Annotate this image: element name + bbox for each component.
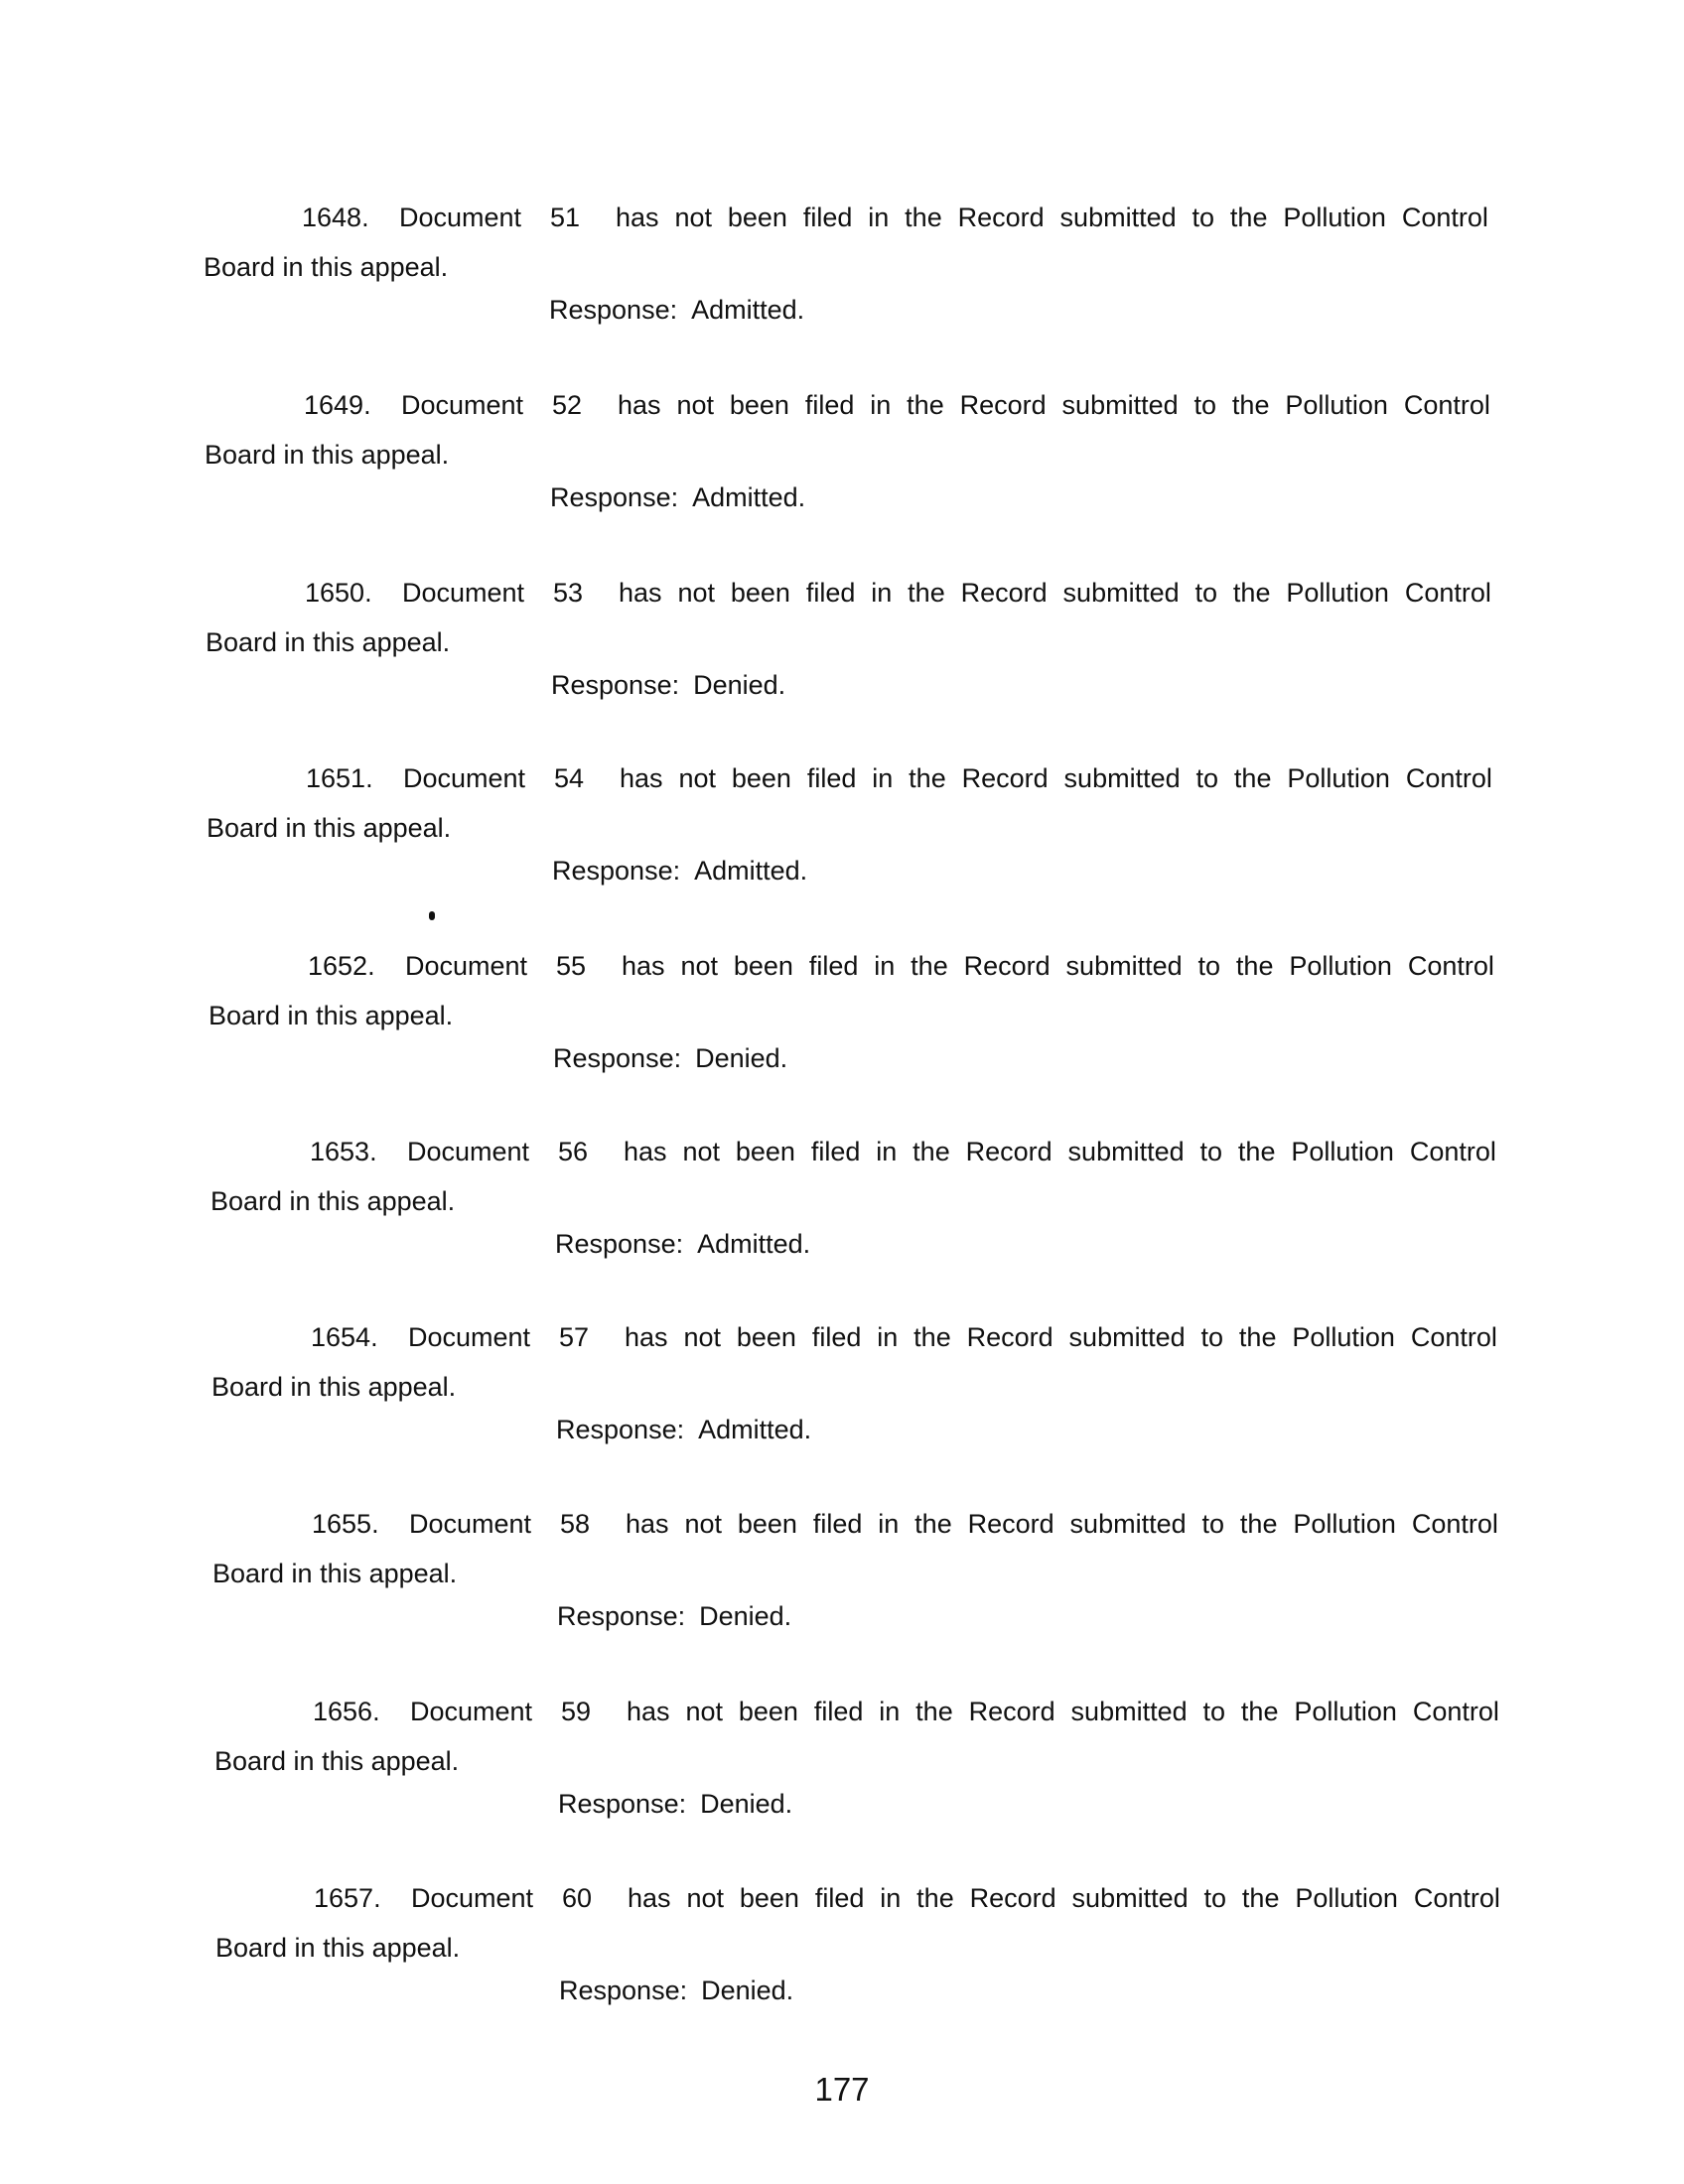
response-label: Response: (558, 1789, 687, 1819)
word: not (683, 1322, 721, 1352)
word: Pollution (1283, 203, 1386, 232)
word: submitted (1067, 1137, 1185, 1166)
response-value: Denied. (699, 1601, 792, 1631)
word: has (626, 1509, 669, 1539)
paragraph-1650 (0, 578, 1684, 737)
word: not (682, 1137, 720, 1166)
paragraph-1649 (0, 390, 1684, 549)
statement-text (616, 203, 1488, 233)
word: submitted (1068, 1322, 1186, 1352)
word: been (733, 951, 793, 981)
word: to (1193, 390, 1217, 420)
paragraph-number: 1656. (313, 1697, 380, 1726)
paragraph-1653 (0, 1137, 1684, 1296)
word: Control (1404, 578, 1491, 608)
paragraph-number: 1650. (305, 578, 372, 608)
document-number: 52 (552, 390, 583, 420)
response-line (552, 856, 807, 887)
response-value: Admitted. (698, 1415, 812, 1444)
response-label: Response: (555, 1229, 684, 1259)
response-line (555, 1229, 810, 1260)
word: the (1235, 951, 1274, 981)
word: the (1237, 1137, 1276, 1166)
word: to (1194, 578, 1218, 608)
response-line (551, 670, 785, 701)
word: not (677, 578, 715, 608)
document-word: Document (407, 1137, 530, 1166)
statement-text (625, 1322, 1497, 1353)
word: the (913, 1322, 951, 1352)
response-label: Response: (550, 482, 679, 512)
word: in (872, 763, 894, 793)
word: Control (1411, 1509, 1498, 1539)
word: Record (967, 1509, 1054, 1539)
word: the (907, 390, 944, 420)
paragraph-number: 1649. (304, 390, 371, 420)
word: submitted (1070, 1697, 1188, 1726)
word: not (684, 1509, 722, 1539)
word: submitted (1059, 203, 1177, 232)
word: the (908, 578, 945, 608)
response-line (556, 1415, 811, 1445)
word: to (1202, 1697, 1226, 1726)
page-number: 177 (814, 2071, 870, 2108)
word: filed (804, 390, 855, 420)
paragraph-1655 (0, 1509, 1684, 1668)
word: Pollution (1286, 578, 1389, 608)
response-label: Response: (557, 1601, 686, 1631)
paragraph-1656 (0, 1697, 1684, 1855)
word: submitted (1062, 578, 1180, 608)
word: to (1200, 1322, 1224, 1352)
paragraph-1657 (0, 1883, 1684, 2042)
word: Record (960, 578, 1048, 608)
word: in (874, 951, 896, 981)
word: the (911, 951, 948, 981)
document-word: Document (409, 1509, 532, 1539)
word: the (1233, 763, 1272, 793)
word: in (870, 390, 892, 420)
word: filed (802, 203, 853, 232)
word: to (1192, 203, 1215, 232)
word: Record (969, 1883, 1056, 1913)
word: the (915, 1697, 953, 1726)
statement-text (619, 578, 1491, 609)
word: not (678, 763, 716, 793)
document-word: Document (405, 951, 528, 981)
word: Record (961, 763, 1049, 793)
word: been (737, 1509, 797, 1539)
paragraph-1652 (0, 951, 1684, 1110)
word: filed (805, 578, 856, 608)
word: the (916, 1883, 954, 1913)
word: submitted (1069, 1509, 1187, 1539)
document-number: 57 (559, 1322, 590, 1352)
word: the (912, 1137, 950, 1166)
word: Control (1407, 951, 1494, 981)
response-value: Admitted. (694, 856, 808, 886)
paragraph-continuation: Board in this appeal. (207, 813, 452, 843)
document-word: Document (399, 203, 522, 232)
word: the (1240, 1697, 1279, 1726)
response-line (553, 1043, 787, 1074)
word: been (735, 1137, 795, 1166)
response-label: Response: (556, 1415, 685, 1444)
paragraph-number: 1654. (311, 1322, 378, 1352)
response-value: Admitted. (691, 295, 805, 325)
word: not (686, 1883, 724, 1913)
paragraph-number: 1653. (310, 1137, 377, 1166)
word: in (876, 1137, 898, 1166)
response-line (557, 1601, 791, 1632)
word: submitted (1063, 763, 1181, 793)
word: Record (963, 951, 1051, 981)
word: to (1203, 1883, 1227, 1913)
word: has (616, 203, 659, 232)
word: the (1232, 578, 1271, 608)
paragraph-number: 1651. (306, 763, 373, 793)
paragraph-continuation: Board in this appeal. (206, 627, 451, 657)
word: Pollution (1289, 951, 1392, 981)
word: has (628, 1883, 671, 1913)
word: Pollution (1295, 1883, 1398, 1913)
word: has (620, 763, 663, 793)
word: to (1195, 763, 1219, 793)
word: Control (1412, 1697, 1499, 1726)
response-label: Response: (549, 295, 678, 325)
word: Pollution (1293, 1509, 1396, 1539)
word: has (625, 1322, 668, 1352)
response-value: Denied. (695, 1043, 788, 1073)
word: in (880, 1883, 902, 1913)
word: filed (814, 1883, 865, 1913)
document-number: 59 (561, 1697, 592, 1726)
word: been (731, 763, 791, 793)
word: has (618, 390, 661, 420)
word: the (1238, 1322, 1277, 1352)
word: been (736, 1322, 796, 1352)
document-number: 51 (550, 203, 581, 232)
word: Pollution (1287, 763, 1390, 793)
paragraph-continuation: Board in this appeal. (211, 1372, 457, 1402)
word: the (914, 1509, 952, 1539)
word: Pollution (1285, 390, 1388, 420)
word: filed (812, 1509, 863, 1539)
word: the (1239, 1509, 1278, 1539)
word: to (1197, 951, 1221, 981)
word: Control (1410, 1322, 1497, 1352)
word: in (868, 203, 890, 232)
word: Pollution (1294, 1697, 1397, 1726)
word: the (1229, 203, 1268, 232)
response-value: Admitted. (697, 1229, 811, 1259)
document-word: Document (402, 578, 525, 608)
word: Control (1413, 1883, 1500, 1913)
document-word: Document (411, 1883, 534, 1913)
document-word: Document (410, 1697, 533, 1726)
word: to (1199, 1137, 1223, 1166)
paragraph-1654 (0, 1322, 1684, 1481)
word: Record (957, 203, 1045, 232)
word: Pollution (1291, 1137, 1394, 1166)
word: Pollution (1292, 1322, 1395, 1352)
response-value: Denied. (701, 1976, 794, 2005)
paragraph-continuation: Board in this appeal. (209, 1001, 454, 1030)
word: in (878, 1509, 900, 1539)
scan-speck (429, 911, 435, 920)
word: submitted (1065, 951, 1183, 981)
word: submitted (1071, 1883, 1189, 1913)
word: Record (965, 1137, 1052, 1166)
word: filed (808, 951, 859, 981)
word: has (622, 951, 665, 981)
word: in (877, 1322, 899, 1352)
document-number: 56 (558, 1137, 589, 1166)
word: not (685, 1697, 723, 1726)
word: been (738, 1697, 798, 1726)
response-label: Response: (552, 856, 681, 886)
response-line (550, 482, 805, 513)
document-number: 54 (554, 763, 585, 793)
word: the (905, 203, 942, 232)
paragraph-number: 1648. (302, 203, 369, 232)
document-word: Document (401, 390, 524, 420)
response-line (549, 295, 804, 326)
word: has (627, 1697, 670, 1726)
response-line (558, 1789, 792, 1820)
paragraph-1648 (0, 203, 1684, 361)
word: the (1241, 1883, 1280, 1913)
statement-text (620, 763, 1492, 794)
word: filed (810, 1137, 861, 1166)
word: been (727, 203, 787, 232)
document-number: 58 (560, 1509, 591, 1539)
response-label: Response: (551, 670, 680, 700)
response-value: Admitted. (692, 482, 806, 512)
paragraph-continuation: Board in this appeal. (215, 1933, 461, 1963)
word: submitted (1061, 390, 1179, 420)
statement-text (622, 951, 1494, 982)
statement-text (618, 390, 1490, 421)
word: in (871, 578, 893, 608)
word: Record (968, 1697, 1055, 1726)
word: has (624, 1137, 667, 1166)
word: Control (1403, 390, 1490, 420)
response-label: Response: (553, 1043, 682, 1073)
word: not (676, 390, 714, 420)
word: Record (966, 1322, 1053, 1352)
response-value: Denied. (700, 1789, 793, 1819)
paragraph-continuation: Board in this appeal. (212, 1559, 458, 1588)
document-word: Document (403, 763, 526, 793)
paragraph-number: 1652. (308, 951, 375, 981)
paragraph-continuation: Board in this appeal. (214, 1746, 460, 1776)
word: filed (806, 763, 857, 793)
paragraph-number: 1655. (312, 1509, 379, 1539)
statement-text (628, 1883, 1500, 1914)
paragraph-1651 (0, 763, 1684, 922)
statement-text (624, 1137, 1496, 1167)
word: the (909, 763, 946, 793)
statement-text (627, 1697, 1499, 1727)
word: Control (1405, 763, 1492, 793)
paragraph-continuation: Board in this appeal. (210, 1186, 456, 1216)
word: Control (1409, 1137, 1496, 1166)
response-label: Response: (559, 1976, 688, 2005)
document-word: Document (408, 1322, 531, 1352)
word: been (729, 390, 789, 420)
document-number: 60 (562, 1883, 593, 1913)
statement-text (626, 1509, 1498, 1540)
word: to (1201, 1509, 1225, 1539)
word: been (730, 578, 790, 608)
word: Record (959, 390, 1047, 420)
word: not (674, 203, 712, 232)
word: filed (811, 1322, 862, 1352)
word: not (680, 951, 718, 981)
paragraph-continuation: Board in this appeal. (204, 252, 449, 282)
paragraph-continuation: Board in this appeal. (205, 440, 450, 470)
response-value: Denied. (693, 670, 786, 700)
response-line (559, 1976, 793, 2006)
document-number: 55 (556, 951, 587, 981)
word: been (739, 1883, 799, 1913)
word: Control (1401, 203, 1488, 232)
word: in (879, 1697, 901, 1726)
document-number: 53 (553, 578, 584, 608)
word: filed (813, 1697, 864, 1726)
word: has (619, 578, 662, 608)
word: the (1231, 390, 1270, 420)
paragraph-number: 1657. (314, 1883, 381, 1913)
